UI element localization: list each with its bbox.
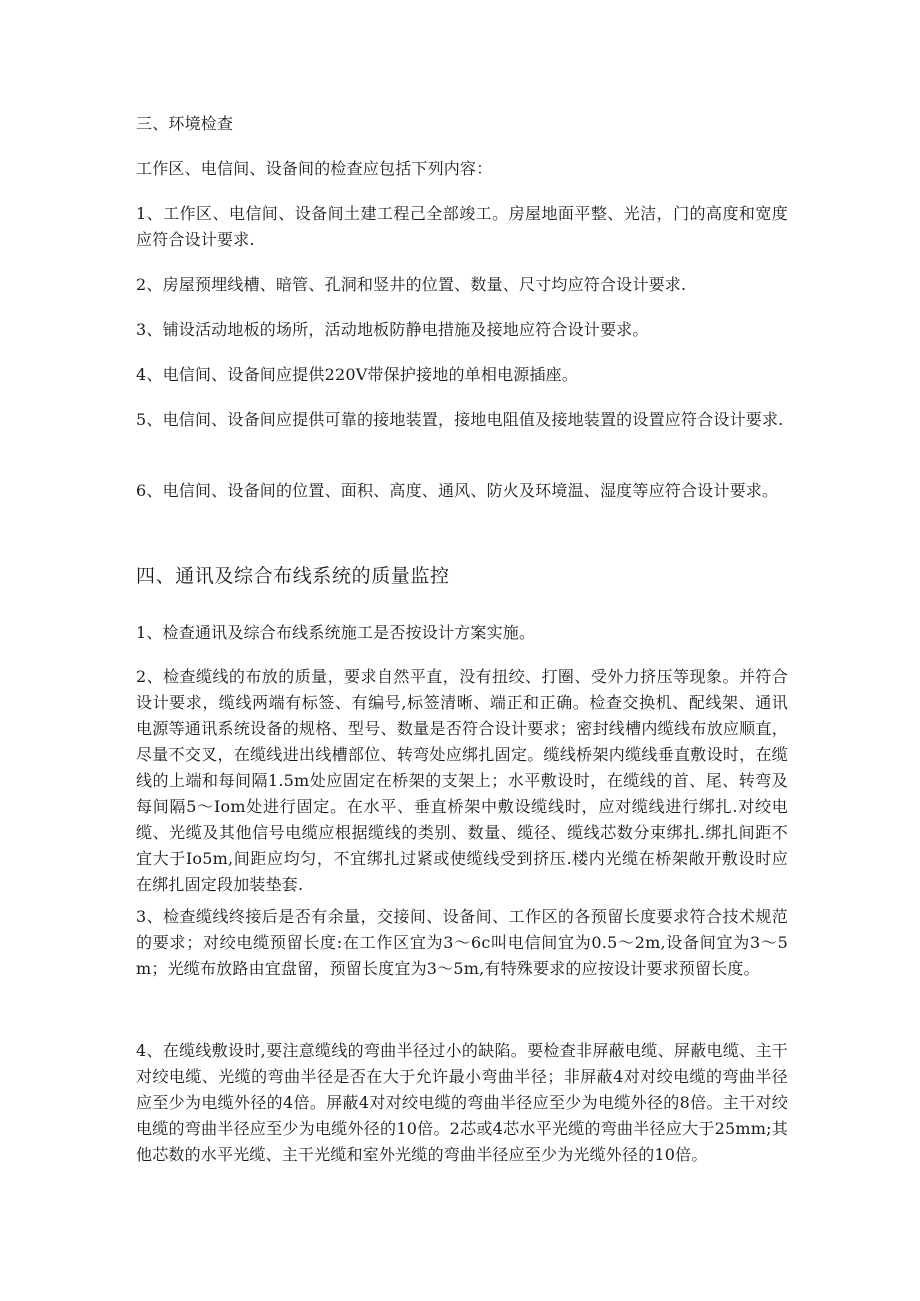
section-3-item-5 (136, 407, 788, 433)
paragraph: 4、电信间、设备间应提供220V带保护接地的单相电源插座。 (136, 365, 579, 384)
section-3-heading-block (136, 111, 788, 137)
section-3-intro: 工作区、电信间、设备间的检查应包括下列内容： (136, 159, 493, 178)
section-4-item-3 (136, 904, 788, 982)
section-4-item-1 (136, 620, 788, 646)
paragraph: 3、铺设活动地板的场所，活动地板防静电措施及接地应符合设计要求。 (136, 320, 649, 339)
section-4-item-2 (136, 664, 788, 898)
section-3-item-6 (136, 478, 788, 504)
paragraph: 6、电信间、设备间的位置、面积、高度、通风、防火及环境温、湿度等应符合设计要求。 (136, 481, 779, 500)
section-4-heading: 四、通讯及综合布线系统的质量监控 (136, 565, 450, 587)
section-3-item-3 (136, 317, 788, 343)
section-3-heading: 三、环境检查 (136, 114, 234, 133)
section-3-intro-block (136, 156, 788, 182)
section-3-item-1 (136, 201, 788, 253)
section-3-item-4 (136, 362, 788, 388)
paragraph: 4、在缆线敷设时,要注意缆线的弯曲半径过小的缺陷。要检查非屏蔽电缆、屏蔽电缆、主干对绞电缆、光缆的弯曲半径是否在大于允许最小弯曲半径；非屏蔽4对对绞电缆的弯曲半径应至少为电缆外径的4倍。屏蔽4对对绞电缆的弯曲半径应至少为电缆外径的8倍。主干对绞电缆的弯曲半径应至少为电缆外径的10倍。2芯或4芯水平光缆的弯曲半径应大于25mm;其他芯数的水平光缆、主干光缆和室外光缆的弯曲半径应至少为光缆外径的10倍。 (136, 1041, 788, 1164)
paragraph: 2、检查缆线的布放的质量，要求自然平直，没有扭绞、打圈、受外力挤压等现象。并符合设计要求，缆线两端有标签、有编号,标签清晰、端正和正确。检查交换机、配线架、通讯电源等通讯系统设备的规格、型号、数量是否符合设计要求；密封线槽内缆线布放应顺直，尽量不交叉，在缆线进出线槽部位、转弯处应绑扎固定。缆线桥架内缆线垂直敷设时，在缆线的上端和每间隔1.5m处应固定在桥架的支架上；水平敷设时，在缆线的首、尾、转弯及每间隔5～Iom处进行固定。在水平、垂直桥架中敷设缆线时，应对缆线进行绑扎.对绞电缆、光缆及其他信号电缆应根据缆线的类别、数量、缆径、缆线芯数分束绑扎.绑扎间距不宜大于Io5m,间距应均匀，不宜绑扎过紧或使缆线受到挤压.楼内光缆在桥架敞开敷设时应在绑扎固定段加装垫套. (136, 667, 788, 894)
paragraph: 5、电信间、设备间应提供可靠的接地装置，接地电阻值及接地装置的设置应符合设计要求. (136, 410, 784, 429)
section-3-item-2 (136, 272, 788, 298)
paragraph: 1、检查通讯及综合布线系统施工是否按设计方案实施。 (136, 623, 536, 642)
section-4-item-4 (136, 1038, 788, 1168)
paragraph: 3、检查缆线终接后是否有余量，交接间、设备间、工作区的各预留长度要求符合技术规范的要求；对绞电缆预留长度:在工作区宜为3～6c叫电信间宜为0.5～2m,设备间宜为3～5m；光缆布放路由宜盘留，预留长度宜为3～5m,有特殊要求的应按设计要求预留长度。 (136, 907, 788, 978)
section-4-heading-block (136, 562, 788, 590)
paragraph: 2、房屋预埋线槽、暗管、孔洞和竖井的位置、数量、尺寸均应符合设计要求. (136, 275, 687, 294)
paragraph: 1、工作区、电信间、设备间土建工程己全部竣工。房屋地面平整、光洁，门的高度和宽度应符合设计要求. (136, 204, 788, 249)
